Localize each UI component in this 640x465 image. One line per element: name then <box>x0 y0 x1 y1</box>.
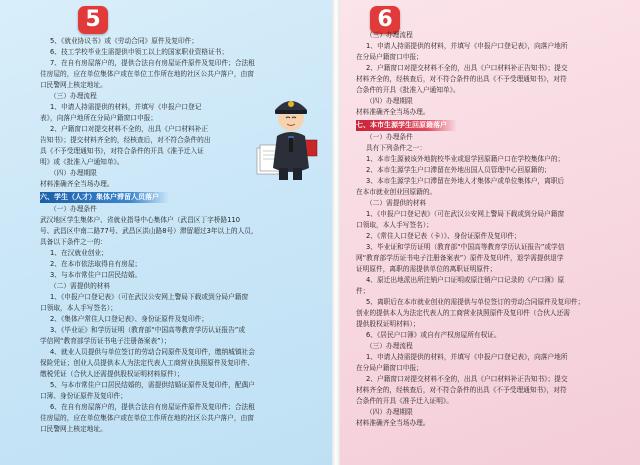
text-line: 3、《毕业证》和学历证明（教育部“中国高等教育学历认证报告”或 <box>50 326 246 334</box>
text-line: （二）需提供的材料 <box>366 199 427 207</box>
text-line: （一）办理条件 <box>50 205 97 213</box>
text-line: （四）办理期限 <box>366 97 413 105</box>
police-officer-illustration <box>255 88 327 183</box>
text-line: 号、武昌区中南二路77号、武昌区洪山路8号）滞留超过3年以上的人员， <box>40 227 258 235</box>
text-line: 住房屋的，应在单位集体户或在单位工作所在地的社区公共户落户，由窗 <box>40 414 254 422</box>
text-line: 1、申请人持需提供的材料，并填写《申报户口登记表》，向落户地所 <box>366 353 568 361</box>
page-right-content <box>356 30 622 429</box>
text-line: 材料齐全的，经核查后，对不符合条件的出具《不予受理通知书》，对符 <box>356 75 567 83</box>
text-line: （一）办理条件 <box>366 133 413 141</box>
text-line: 口簿、身份证原件及复印件； <box>40 392 127 400</box>
text-line: 证明原件，离职的需提供单位的离职证明原件； <box>356 265 497 273</box>
text-line: 具备以下条件之一的： <box>40 238 107 246</box>
text-line: 合条件的开具《准予迁入证明》。 <box>356 397 453 405</box>
text-line: 2、《集体户常住人口登记表》、身份证原件及复印件； <box>50 315 209 323</box>
text-line: 1、申请人持需提供的材料，并填写《申报户口登记表》，向落户地所 <box>366 42 568 50</box>
text-line: 3、本市生源学生户口滞留在外地人才集体户或单位集体户，离职后 <box>366 177 565 185</box>
text-line: 材料准确齐全当场办理。 <box>356 419 430 427</box>
text-line: 1、《申报户口登记表》（可在武汉公安网上警局下载或到分局户籍窗 <box>366 210 565 218</box>
text-line: 2、户籍窗口对提交材料不全的，出具《户口材料补正告知书》；提交 <box>366 64 568 72</box>
text-line: （三）办理流程 <box>50 92 97 100</box>
text-line: 网“教育部学历证书电子注册备案表”）原件及复印件，退学需提供退学 <box>356 254 564 262</box>
text-line: 表》，向落户地所在分局户籍窗口申报； <box>40 114 158 122</box>
text-line: 明》或《批准入户通知单》。 <box>40 158 124 166</box>
text-line: 合条件的开具《批准入户通知单》。 <box>356 86 460 94</box>
text-line: 件； <box>356 287 370 295</box>
page-gutter <box>332 0 340 465</box>
text-line: 学信网“教育部学历证书电子注册备案表”）； <box>40 337 171 345</box>
text-line: 1、在汉就业创业； <box>50 249 108 257</box>
text-line: 2、户籍窗口对提交材料不全的，出具《户口材料补正 <box>50 125 209 133</box>
page-right <box>340 0 640 465</box>
text-line: 口民警网上核定地址。 <box>40 81 107 89</box>
text-block <box>356 30 622 118</box>
text-line: 4、原迁出地派出所注销户口证明或原注销户口记录的《户口簿》原 <box>366 276 565 284</box>
text-line: 2、本市生源学生户口滞留在外地出国人员管理中心回原籍的； <box>366 166 551 174</box>
text-line: （三）办理流程 <box>366 31 413 39</box>
text-line: 5、与本市常住户口居民结婚的，需提供结婚证原件及复印件，配偶户 <box>50 381 255 389</box>
text-block <box>356 132 622 429</box>
text-line: 材料准确齐全当场办理。 <box>356 108 430 116</box>
section-heading-7: 七、本市生源学生回原籍落户 <box>356 120 457 131</box>
text-line: 材料准确齐全当场办理。 <box>40 180 114 188</box>
text-line: 口领取，本人手写签名）； <box>356 221 433 229</box>
text-line: 3、与本市常住户口居民结婚。 <box>50 271 142 279</box>
text-line: 创业的提供本人为法定代表人的工商营业执照原件及复印件（合伙人还需 <box>356 309 570 317</box>
text-line: 5、《就业协议书》或《劳动合同》原件及复印件； <box>50 37 199 45</box>
text-line: 6、在自有房屋落户的，提供合法自有房屋证件原件及复印件；合法租 <box>50 403 255 411</box>
text-line: 缴税凭证（合伙人还需提供股权证明材料原件）； <box>40 370 184 378</box>
text-line: 口民警网上核定地址。 <box>40 425 107 433</box>
text-line: 2、户籍窗口对提交材料不全的，出具《户口材料补正告知书》；提交 <box>366 375 568 383</box>
text-line: 2、在本市依法取得自有房屋； <box>50 260 142 268</box>
text-line: 武汉地区学生集体户、省就业指导中心集体户（武昌区丁字桥路110 <box>40 216 241 224</box>
text-line: 具有下列条件之一： <box>366 144 427 152</box>
text-line: 6、技工学校毕业生需提供申领工以上的国家职业资格证书； <box>50 48 229 56</box>
text-line: （四）办理期限 <box>50 169 97 177</box>
text-line: 材料齐全的，经核查后，对不符合条件的出具《不予受理通知书》，对符 <box>356 386 567 394</box>
text-line: 告知书》；提交材料齐全的，经核查后，对不符合条件的出 <box>40 136 211 144</box>
text-line: （四）办理期限 <box>366 408 413 416</box>
text-line: 保险凭证；创业人员提供本人为法定代表人工商营业执照原件及复印件、 <box>40 359 254 367</box>
text-line: 住房屋的，应在单位集体户或在单位工作所在地的社区公共户落户，由窗 <box>40 70 254 78</box>
page-number-badge: 5 <box>78 6 108 34</box>
text-line: 4、就业人员提供与单位签订的劳动合同原件及复印件，缴纳城镇社会 <box>50 348 255 356</box>
text-line: 1、申请人持需提供的材料，并填写《申报户口登记 <box>50 103 202 111</box>
text-line: 在分局户籍窗口申报； <box>356 53 423 61</box>
text-line: 在分局户籍窗口申报； <box>356 364 423 372</box>
text-line: 1、《申报户口登记表》（可在武汉公安网上警局下载或到分局户籍窗 <box>50 293 249 301</box>
text-line: 2、《常住人口登记表（卡）》、身份证原件及复印件； <box>366 232 521 240</box>
text-line: （二）需提供的材料 <box>50 282 111 290</box>
text-line: 6、《居民户口簿》或自有产权房屋所有权证。 <box>366 331 501 339</box>
section-heading-6: 六、学生（人才）集体户滞留人员落户 <box>40 192 169 203</box>
text-line: 在本市就业创业回原籍的。 <box>356 188 437 196</box>
text-line: 具《不予受理通知书》，对符合条件的开具《准予迁入证 <box>40 147 204 155</box>
page-number-badge: 6 <box>370 6 400 34</box>
text-line: 口领取，本人手写签名）； <box>40 304 117 312</box>
text-line: 1、本市生源被该外地院校毕业或退学回原籍户口在学校集体户的； <box>366 155 565 163</box>
text-line: 3、毕业证和学历证明（教育部“中国高等教育学历认证报告”或学信 <box>366 243 565 251</box>
text-block <box>40 204 308 435</box>
text-line: 5、离职后在本市就业创业的需提供与单位签订的劳动合同原件及复印件； <box>366 298 585 306</box>
text-line: 提供股权证明材料）； <box>356 320 420 328</box>
text-line: （三）办理流程 <box>366 342 413 350</box>
text-line: 7、在自有房屋落户的，提供合法自有房屋证件原件及复印件；合法租 <box>50 59 255 67</box>
